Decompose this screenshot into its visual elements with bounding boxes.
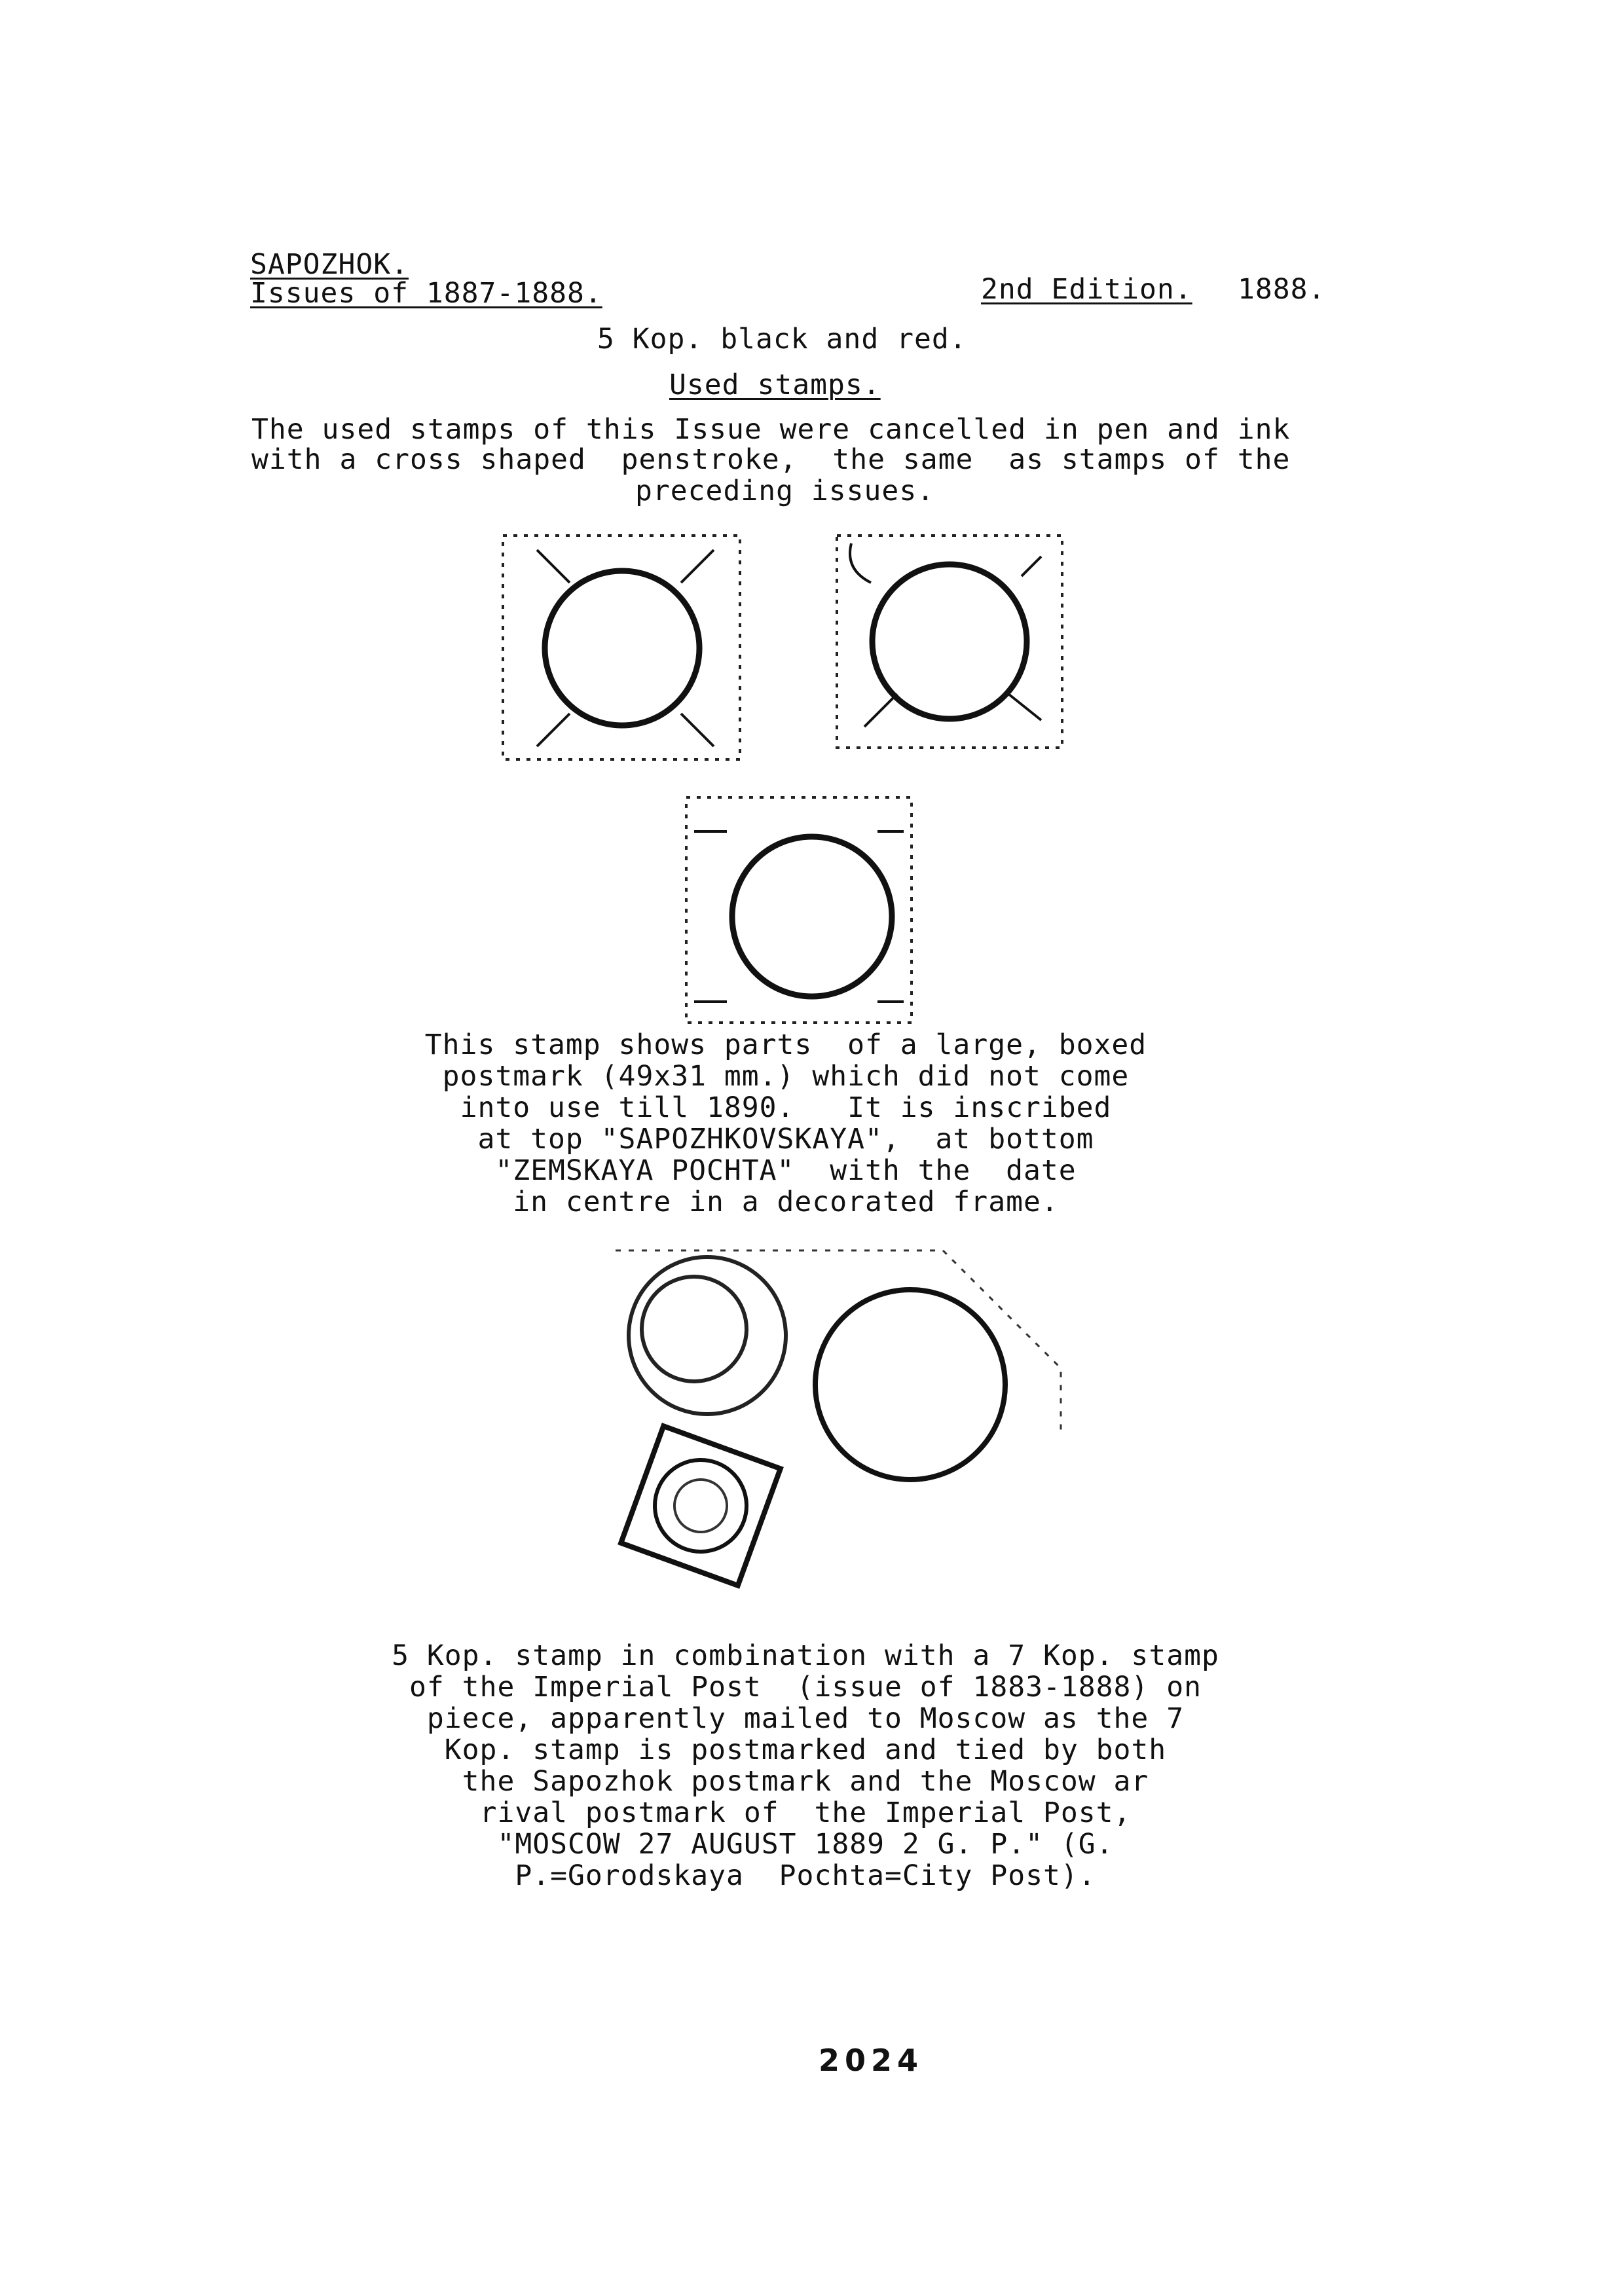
caption2-line: 5 Kop. stamp in combination with a 7 Kop. stamp	[392, 1639, 1219, 1672]
caption2-line: rival postmark of the Imperial Post,	[479, 1796, 1132, 1829]
caption1-line: "ZEMSKAYA POCHTA" with the date	[495, 1154, 1077, 1187]
caption2-line: Kop. stamp is postmarked and tied by both	[444, 1734, 1167, 1766]
caption-boxed-postmark	[393, 1029, 1179, 1218]
section-title: Used stamps.	[669, 369, 881, 401]
caption1-line: at top "SAPOZHKOVSKAYA", at bottom	[477, 1123, 1094, 1156]
header-edition: 2nd Edition.	[981, 273, 1192, 306]
stamp-with-boxed-postmark	[681, 792, 917, 1028]
subtitle: 5 Kop. black and red.	[597, 323, 967, 355]
header-issues: Issues of 1887-1888.	[250, 277, 602, 310]
caption2-line: P.=Gorodskaya Pochta=City Post).	[515, 1859, 1096, 1892]
intro-line-2: with a cross shaped penstroke, the same as stamps of the	[251, 443, 1291, 476]
intro-line-1: The used stamps of this Issue were cancelled in pen and ink	[251, 413, 1291, 446]
caption1-line: in centre in a decorated frame.	[513, 1186, 1059, 1218]
pen-cancelled-stamp-right	[832, 530, 1067, 753]
combination-piece-image	[602, 1237, 1074, 1604]
pen-cancelled-stamp-left	[498, 530, 747, 766]
caption1-line: into use till 1890. It is inscribed	[460, 1091, 1112, 1124]
caption2-line: "MOSCOW 27 AUGUST 1889 2 G. P." (G.	[497, 1828, 1114, 1861]
header-year: 1888.	[1238, 273, 1326, 306]
caption2-line: of the Imperial Post (issue of 1883-1888) on	[409, 1671, 1202, 1704]
caption2-line: piece, apparently mailed to Moscow as the 7	[426, 1702, 1185, 1735]
intro-line-3: preceding issues.	[635, 475, 935, 507]
caption1-line: This stamp shows parts of a large, boxed	[424, 1029, 1147, 1061]
page-number: 2024	[819, 2043, 924, 2078]
header-place: SAPOZHOK.	[250, 248, 409, 281]
caption1-line: postmark (49x31 mm.) which did not come	[442, 1060, 1130, 1093]
caption2-line: the Sapozhok postmark and the Moscow ar	[462, 1765, 1149, 1798]
caption-combination	[347, 1640, 1264, 1891]
